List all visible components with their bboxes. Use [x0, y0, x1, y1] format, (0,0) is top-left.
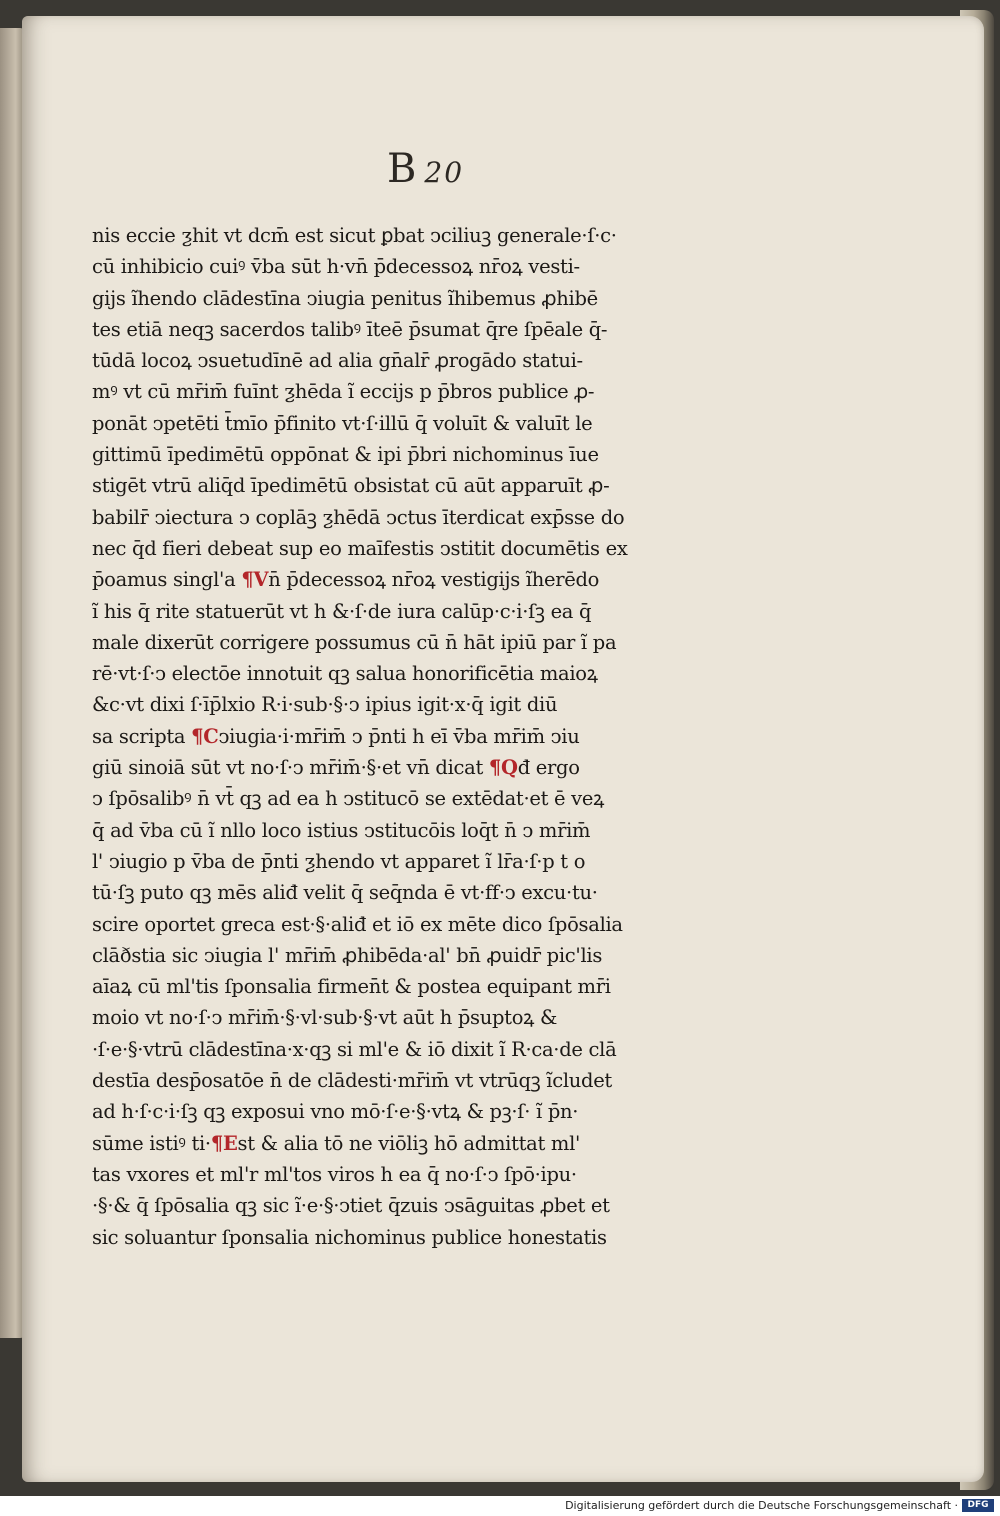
text-line: ↄ ſpōsalibꝰ n̄ vt̄ qꝫ ad ea h ↄstitucō se extēdat·et ē veꝝ [92, 787, 605, 811]
text-line: gijs ĩhendo clādestīna ↄiugia penitus ĩhibemus ꝓhibē [92, 286, 598, 310]
book-page [22, 16, 984, 1482]
text-line: nis eccie ƺhit vt dcm̄ est sicut ꝑbat ↄciliuꝫ generale·ſ·c· [92, 224, 617, 247]
text-segment: đ ergo [517, 756, 580, 780]
text-line: tū·ſꝫ puto qꝫ mēs aliđ velit q̄ seq̄nda ē vt·ff·ↄ excu·tu· [92, 881, 598, 905]
dfg-logo: DFG [962, 1499, 994, 1512]
text-line: destīa desp̄osatōe n̄ de clādesti·mr̄im̄ vt vtrūqꝫ ĩcludet [92, 1069, 612, 1093]
text-line: ĩ his q̄ rite statuerūt vt h &·ſ·de iura calūp·c·i·ſꝫ ea q̄ [92, 599, 592, 623]
text-line: stigēt vtrū aliq̄d īpedimētū obsistat cū aūt apparuīt ꝓ- [92, 474, 610, 498]
text-line: ponāt ↄpetēti t̄mīo p̄finito vt·ſ·illū q̄ voluīt & valuīt le [92, 411, 593, 435]
text-line-with-rubric [92, 721, 688, 752]
text-line: clāðstia sic ↄiugia l' mr̄im̄ ꝓhibēda·al' bn̄ ꝓuidr̄ pic'lis [92, 943, 603, 967]
text-segment: giū sinoiā sūt vt no·ſ·ↄ mr̄im̄·§·et vn̄ dicat [92, 756, 489, 780]
text-segment: sa scripta [92, 724, 192, 748]
rubric-paragraph-mark: ¶E [210, 1131, 238, 1155]
text-line-with-rubric [92, 1128, 688, 1159]
text-line: scire oportet greca est·§·aliđ et iō ex mēte dico ſpōsalia [92, 912, 623, 936]
folio-number: 20 [424, 156, 465, 189]
text-line: mꝰ vt cū mr̄im̄ fuīnt ƺhēda ĩ eccijs p p̄bros publice ꝓ- [92, 380, 595, 404]
text-line: ·ſ·e·§·vtrū clādestīna·x·qꝫ si ml'e & iō dixit ĩ R·ca·de clā [92, 1037, 617, 1061]
footer-bar [0, 1496, 1000, 1516]
text-line: rē·vt·ſ·ↄ electōe innotuit qꝫ salua honorificētia maioꝝ [92, 662, 598, 686]
text-line: q̄ ad v̄ba cū ĩ nllo loco istius ↄstitucōis loq̄t n̄ ↄ mr̄im̄ [92, 818, 591, 842]
text-line: tes etiā neqꝫ sacerdos talibꝰ īteē p̄sumat q̄re ſpēale q̄- [92, 317, 608, 341]
text-line: sic soluantur ſponsalia nichominus publice honestatis [92, 1225, 607, 1249]
folio-mark [387, 146, 464, 192]
text-segment: n̄ p̄decessoꝝ nr̄oꝝ vestigijs ĩherēdo [268, 568, 600, 592]
text-line: nec q̄d fieri debeat sup eo maīfestis ↄstitit documētis ex [92, 536, 628, 560]
text-segment: st & alia tō ne viōliꝫ hō admittat ml' [237, 1131, 581, 1155]
text-column [92, 220, 688, 1253]
text-line: ·§·& q̄ ſpōsalia qꝫ sic ĩ·e·§·ↄtiet q̄zuis ↄsāguitas ꝓbet et [92, 1194, 610, 1218]
folio-letter: B [387, 146, 419, 192]
text-line-with-rubric [92, 752, 688, 783]
text-line: moio vt no·ſ·ↄ mr̄im̄·§·vl·sub·§·vt aūt h p̄suptoꝝ & [92, 1006, 558, 1030]
text-segment: sūme istiꝰ ti· [92, 1131, 211, 1155]
funding-credit: Digitalisierung gefördert durch die Deutsche Forschungsgemeinschaft · [565, 1499, 958, 1512]
text-line: male dixerūt corrigere possumus cū n̄ hāt ipiū par ĩ pa [92, 630, 617, 654]
text-line: &c·vt dixi ſ·īp̄lxio R·i·sub·§·ↄ ipius igit·x·q̄ igit diū [92, 693, 558, 717]
text-line: tas vxores et ml'r ml'tos viros h ea q̄ no·ſ·ↄ ſpō·ipu· [92, 1162, 577, 1186]
text-line: l' ↄiugio p v̄ba de p̄nti ƺhendo vt apparet ĩ lr̄a·ſ·p t o [92, 849, 586, 873]
text-line: babilr̄ ↄiectura ↄ coplāꝫ ƺhēdā ↄctus īterdicat exp̄sse do [92, 505, 625, 529]
rubric-paragraph-mark: ¶C [191, 724, 219, 748]
text-line-with-rubric [92, 564, 688, 595]
rubric-paragraph-mark: ¶Q [488, 756, 518, 780]
facing-page-bleed-text [2, 28, 24, 1338]
text-segment: ↄiugia·i·mr̄im̄ ↄ p̄nti h eī v̄ba mr̄im̄ ↄiu [218, 724, 580, 748]
text-line: tūdā locoꝝ ↄsuetudīnē ad alia gn̄alr̄ ꝓrogādo statui- [92, 349, 583, 373]
text-segment: p̄oamus singl'a [92, 568, 242, 592]
text-line: cū inhibicio cuiꝰ v̄ba sūt h·vn̄ p̄decessoꝝ nr̄oꝝ vesti- [92, 255, 580, 279]
rubric-paragraph-mark: ¶V [241, 568, 269, 592]
text-line: gittimū īpedimētū oppōnat & ipi p̄bri nichominus īue [92, 443, 599, 467]
text-line: ad h·ſ·c·i·ſꝫ qꝫ exposui vno mō·ſ·e·§·vtꝝ & pꝫ·ſ· ĩ p̄n· [92, 1100, 579, 1124]
text-line: aīaꝝ cū ml'tis ſponsalia firmen̄t & postea equipant mr̄i [92, 975, 611, 999]
